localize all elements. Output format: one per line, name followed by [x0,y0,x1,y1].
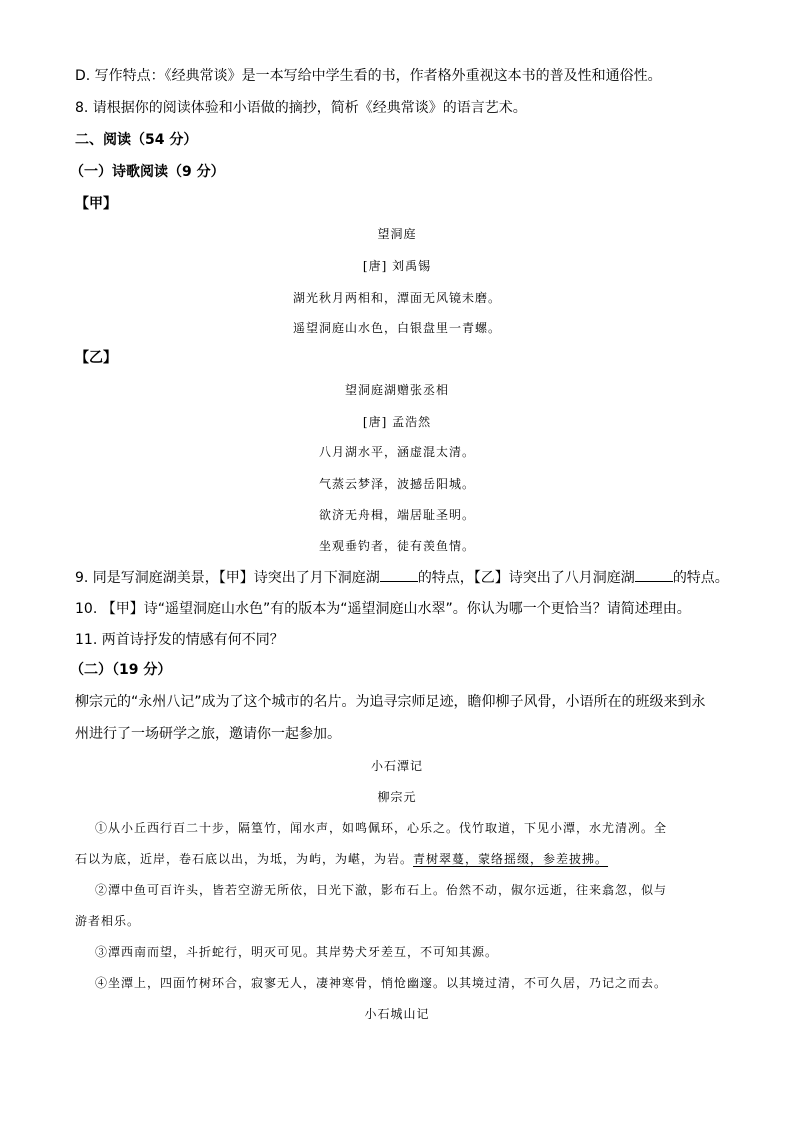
question-8: 8. 请根据你的阅读体验和小语做的摘抄，简析《经典常谈》的语言艺术。 [75,100,527,116]
section-heading-reading: 二、阅读（54 分） [75,132,198,148]
poem2-line-3: 欲济无舟楫，端居耻圣明。 [318,508,475,522]
poem1-author: [唐] 刘禹锡 [362,259,432,273]
paragraph-1-line-2-text: 石以为底，近岸，卷石底以出，为坻，为屿，为嵁，为岩。 [75,852,414,866]
paragraph-2-line-1: ②潭中鱼可百许头，皆若空游无所依，日光下澈，影布石上。佁然不动，俶尔远逝，往来翕忽，似与 [95,883,668,897]
question-9-part-a: 9. 同是写洞庭湖美景，【甲】诗突出了月下洞庭湖 [75,570,380,586]
subsection-heading-2: （二）（19 分） [70,662,172,678]
option-d-text: D. 写作特点：《经典常谈》是一本写给中学生看的书，作者格外重视这本书的普及性和通俗性。 [75,68,662,84]
paragraph-4: ④坐潭上，四面竹树环合，寂寥无人，凄神寒骨，悄怆幽邃。以其境过清，不可久居，乃记之而去。 [95,976,668,990]
paragraph-3: ③潭西南而望，斗折蛇行，明灭可见。其岸势犬牙差互，不可知其源。 [95,945,499,959]
poem1-title: 望洞庭 [377,227,417,241]
poem2-line-1: 八月湖水平，涵虚混太清。 [318,445,475,459]
label-jia: 【甲】 [75,196,117,212]
question-10: 10. 【甲】诗“遥望洞庭山水色”有的版本为“遥望洞庭山水翠”。你认为哪一个更恰当？请简述理由。 [75,601,691,617]
subsection-heading-poetry: （一）诗歌阅读（9 分） [70,164,225,180]
intro-line-2: 州进行了一场研学之旅，邀请你一起参加。 [75,726,341,742]
poem2-line-2: 气蒸云梦泽，波撼岳阳城。 [318,477,475,491]
essay-author: 柳宗元 [377,790,417,804]
essay-title: 小石潭记 [370,759,423,773]
question-9-part-b: 的特点，【乙】诗突出了八月洞庭湖 [417,570,635,586]
paragraph-1-line-1: ①从小丘西行百二十步，隔篁竹，闻水声，如鸣佩环，心乐之。伐竹取道，下见小潭，水尤清冽。全 [95,821,668,835]
answer-blank-2[interactable] [635,567,673,582]
label-yi: 【乙】 [75,350,117,366]
question-11: 11. 两首诗抒发的情感有何不同？ [75,632,284,648]
poem1-line-2: 遥望洞庭山水色，白银盘里一青螺。 [292,321,501,335]
paragraph-1-line-2 [75,849,608,869]
underlined-sentence: 青树翠蔓，蒙络摇缀，参差披拂。 [413,852,609,866]
poem2-author: [唐] 孟浩然 [362,415,432,429]
next-essay-title: 小石城山记 [364,1007,430,1021]
paragraph-2-line-2: 游者相乐。 [75,914,141,928]
poem1-line-1: 湖光秋月两相和，潭面无风镜未磨。 [292,291,501,305]
poem2-title: 望洞庭湖赠张丞相 [344,383,449,397]
question-9-part-c: 的特点。 [672,570,729,586]
answer-blank-1[interactable] [380,567,418,582]
poem2-line-4: 坐观垂钓者，徒有羡鱼情。 [318,539,475,553]
intro-line-1: 柳宗元的“永州八记”成为了这个城市的名片。为追寻宗师足迹，瞻仰柳子风骨，小语所在的班级来到永 [75,694,706,710]
question-9 [75,567,729,588]
